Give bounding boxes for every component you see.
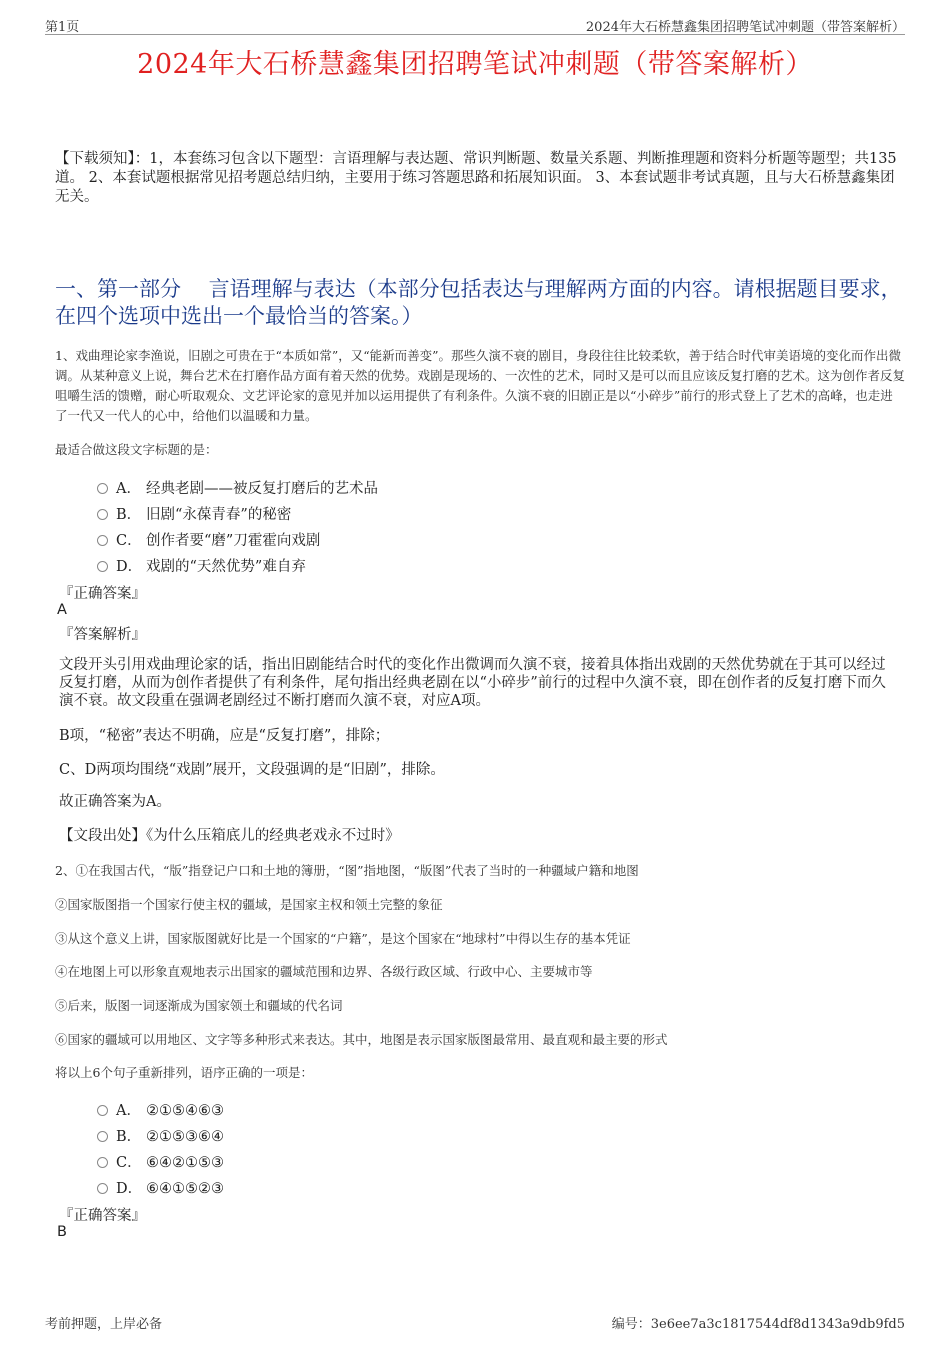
radio-icon[interactable] [97, 535, 108, 546]
q1-option-b[interactable]: B． 旧剧“永葆青春”的秘密 [97, 503, 291, 523]
q2-option-c[interactable]: C． ⑥④②①⑤③ [97, 1151, 224, 1171]
q2-option-a[interactable]: A． ②①⑤④⑥③ [97, 1099, 224, 1119]
q1-source: 【文段出处】《为什么压箱底儿的经典老戏永不过时》 [59, 828, 400, 844]
footer-slogan: 考前押题，上岸必备 [45, 1317, 163, 1332]
q1-answer-label: 『正确答案』 [59, 586, 146, 602]
page-title: 2024年大石桥慧鑫集团招聘笔试冲刺题（带答案解析） [137, 49, 813, 80]
q1-analysis-cd: C、D两项均围绕“戏剧”展开，文段强调的是“旧剧”，排除。 [59, 762, 445, 778]
radio-icon[interactable] [97, 483, 108, 494]
q1-option-c[interactable]: C． 创作者要“磨”刀霍霍向戏剧 [97, 529, 320, 549]
q2-sentence-5: ⑤后来，版图一词逐渐成为国家领土和疆域的代名词 [55, 998, 343, 1013]
q2-sentence-3: ③从这个意义上讲，国家版图就好比是一个国家的“户籍”，是这个国家在“地球村”中得以生存的基本凭证 [55, 931, 631, 946]
q2-answer: B [57, 1224, 67, 1240]
q1-analysis-paragraph: 文段开头引用戏曲理论家的话，指出旧剧能结合时代的变化作出微调而久演不衰，接着具体指出戏剧的天然优势就在于其可以经过反复打磨，从而为创作者提供了有利条件，尾句指出经典老剧在以“小碎步”前行的过程中久演不衰，即在创作者的反复打磨下而久演不衰。故文段重在强调老剧经过不断打磨而久演不衰，对应A项。 [59, 657, 886, 709]
q1-prompt: 最适合做这段文字标题的是： [55, 442, 218, 457]
radio-icon[interactable] [97, 1105, 108, 1116]
q1-analysis-b: B项，“秘密”表达不明确，应是“反复打磨”，排除； [59, 728, 390, 744]
q2-sentence-6: ⑥国家的疆域可以用地区、文字等多种形式来表达。其中，地图是表示国家版图最常用、最直观和最主要的形式 [55, 1032, 668, 1047]
radio-icon[interactable] [97, 1183, 108, 1194]
radio-icon[interactable] [97, 561, 108, 572]
q1-answer: A [57, 602, 67, 618]
q2-answer-label: 『正确答案』 [59, 1208, 146, 1224]
q2-sentence-1: 2、①在我国古代，“版”指登记户口和土地的簿册，“图”指地图，“版图”代表了当时的一种疆域户籍和地图 [55, 863, 639, 878]
radio-icon[interactable] [97, 1131, 108, 1142]
download-notice: 【下载须知】：1，本套练习包含以下题型：言语理解与表达题、常识判断题、数量关系题、判断推理题和资料分析题等题型；共135道。 2、本套试题根据常见招考题总结归纳，主要用于练习答题思路和拓展知识面。 3、本套试题非考试真题，且与大石桥慧鑫集团无关。 [55, 151, 897, 205]
q2-sentence-4: ④在地图上可以形象直观地表示出国家的疆域范围和边界、各级行政区域、行政中心、主要城市等 [55, 964, 593, 979]
section-title: 一、第一部分 言语理解与表达（本部分包括表达与理解两方面的内容。请根据题目要求，在四个选项中选出一个最恰当的答案。） [55, 277, 902, 328]
q2-option-b[interactable]: B． ②①⑤③⑥④ [97, 1125, 224, 1145]
q2-option-d[interactable]: D． ⑥④①⑤②③ [97, 1177, 224, 1197]
page-header [45, 14, 905, 35]
page-number: 第1页 [45, 20, 80, 35]
q1-analysis-label: 『答案解析』 [59, 627, 146, 643]
footer-serial: 编号：3e6ee7a3c1817544df8d1343a9db9fd5 [611, 1317, 905, 1332]
q1-passage: 1、戏曲理论家李渔说，旧剧之可贵在于“本质如常”，又“能新而善变”。那些久演不衰的剧目，身段往往比较柔软，善于结合时代审美语境的变化而作出微调。从某种意义上说，舞台艺术在打磨作品方面有着天然的优势。戏剧是现场的、一次性的艺术，同时又是可以而且应该反复打磨的艺术。这为创作者反复咀嚼生活的馈赠，耐心听取观众、文艺评论家的意见并加以运用提供了有利条件。久演不衰的旧剧正是以“小碎步”前行的形式登上了艺术的高峰，也走进了一代又一代人的心中，给他们以温暖和力量。 [55, 348, 906, 423]
q2-prompt: 将以上6个句子重新排列，语序正确的一项是： [55, 1065, 313, 1080]
q1-option-d[interactable]: D． 戏剧的“天然优势”难自弃 [97, 555, 306, 575]
header-doc-title: 2024年大石桥慧鑫集团招聘笔试冲刺题（带答案解析） [585, 20, 905, 35]
q1-analysis-conclusion: 故正确答案为A。 [59, 794, 171, 810]
q1-option-a[interactable]: A． 经典老剧——被反复打磨后的艺术品 [97, 477, 378, 497]
q2-sentence-2: ②国家版图指一个国家行使主权的疆域，是国家主权和领土完整的象征 [55, 897, 443, 912]
radio-icon[interactable] [97, 1157, 108, 1168]
radio-icon[interactable] [97, 509, 108, 520]
